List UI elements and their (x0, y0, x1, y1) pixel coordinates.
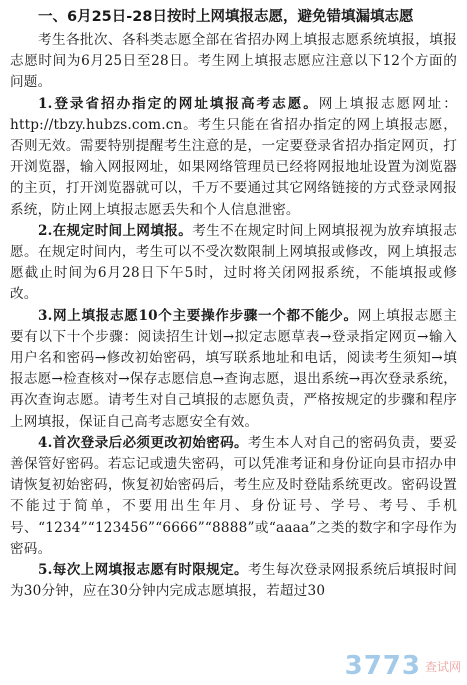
item-2-body: 考生不在规定时间上网填报视为放弃填报志愿。在规定时间内，考生可以不受次数限制上网填报或修改，网上填报志愿截止时间为6月28日下午5时，过时将关闭网报系统，不能填报或修改。 (10, 222, 457, 303)
item-5-body: 考生每次登录网报系统后填报时间为30分钟，应在30分钟内完成志愿填报，若超过30 (10, 562, 458, 600)
section-heading: 一、6月25日-28日按时上网填报志愿，避免错填漏填志愿 (38, 9, 414, 25)
watermark-logo: 3773 (344, 651, 421, 681)
item-3-lead: 3.网上填报志愿10个主要操作步骤一个都不能少。 (38, 307, 358, 324)
item-1-body: 网上填报志愿网址：http://tbzy.hubzs.com.cn。考生只能在省招办指定的网上填报志愿，否则无效。需要特别提醒考生注意的是，一定要登录省招办指定网页，打开浏览器，输入网报网址，如果网络管理员已经将网报地址设置为浏览器的主页，打开浏览器就可以，千万不要通过其它网络链接的方式登录网报系统，防止网上填报志愿丢失和个人信息泄密。 (10, 95, 457, 218)
item-3-paragraph (10, 306, 457, 433)
item-5-lead: 5.每次上网填报志愿有时限规定。 (38, 562, 248, 579)
item-5-paragraph (10, 560, 457, 602)
item-4-paragraph (10, 433, 457, 560)
item-4-body: 考生本人对自己的密码负责，要妥善保管好密码。若忘记或遗失密码，可以凭准考证和身份证向县市招办申请恢复初始密码，恢复初始密码后，考生应及时登陆系统更改。密码设置不能过于简单，不要用出生年月、身份证号、学号、考号、手机号、“1234”“123456”“6666”“8888”或“aaaa”之类的数字和字母作为密码。 (10, 434, 458, 557)
item-2-lead: 2.在规定时间上网填报。 (38, 222, 193, 239)
intro-paragraph: 考生各批次、各科类志愿全部在省招办网上填报志愿系统填报，填报志愿时间为6月25日至28日。考生网上填报志愿应注意以下12个方面的问题。 (10, 32, 457, 91)
item-2-paragraph (10, 221, 457, 306)
item-4-lead: 4.首次登录后必须更改初始密码。 (38, 434, 248, 451)
watermark-site-name: 查试网 (424, 659, 461, 674)
item-3-body: 网上填报志愿主要有以下十个步骤：阅读招生计划→拟定志愿草表→登录指定网页→输入用户名和密码→修改初始密码，填写联系地址和电话，阅读考生须知→填报志愿→检查核对→保存志愿信息→查询志愿，退出系统→再次登录系统，再次查询志愿。请考生对自己填报的志愿负责，严格按规定的步骤和程序上网填报，保证自己高考志愿安全有效。 (10, 307, 457, 430)
item-1-lead: 1.登录省招办指定的网址填报高考志愿。 (38, 95, 319, 112)
item-1-paragraph (10, 94, 457, 221)
